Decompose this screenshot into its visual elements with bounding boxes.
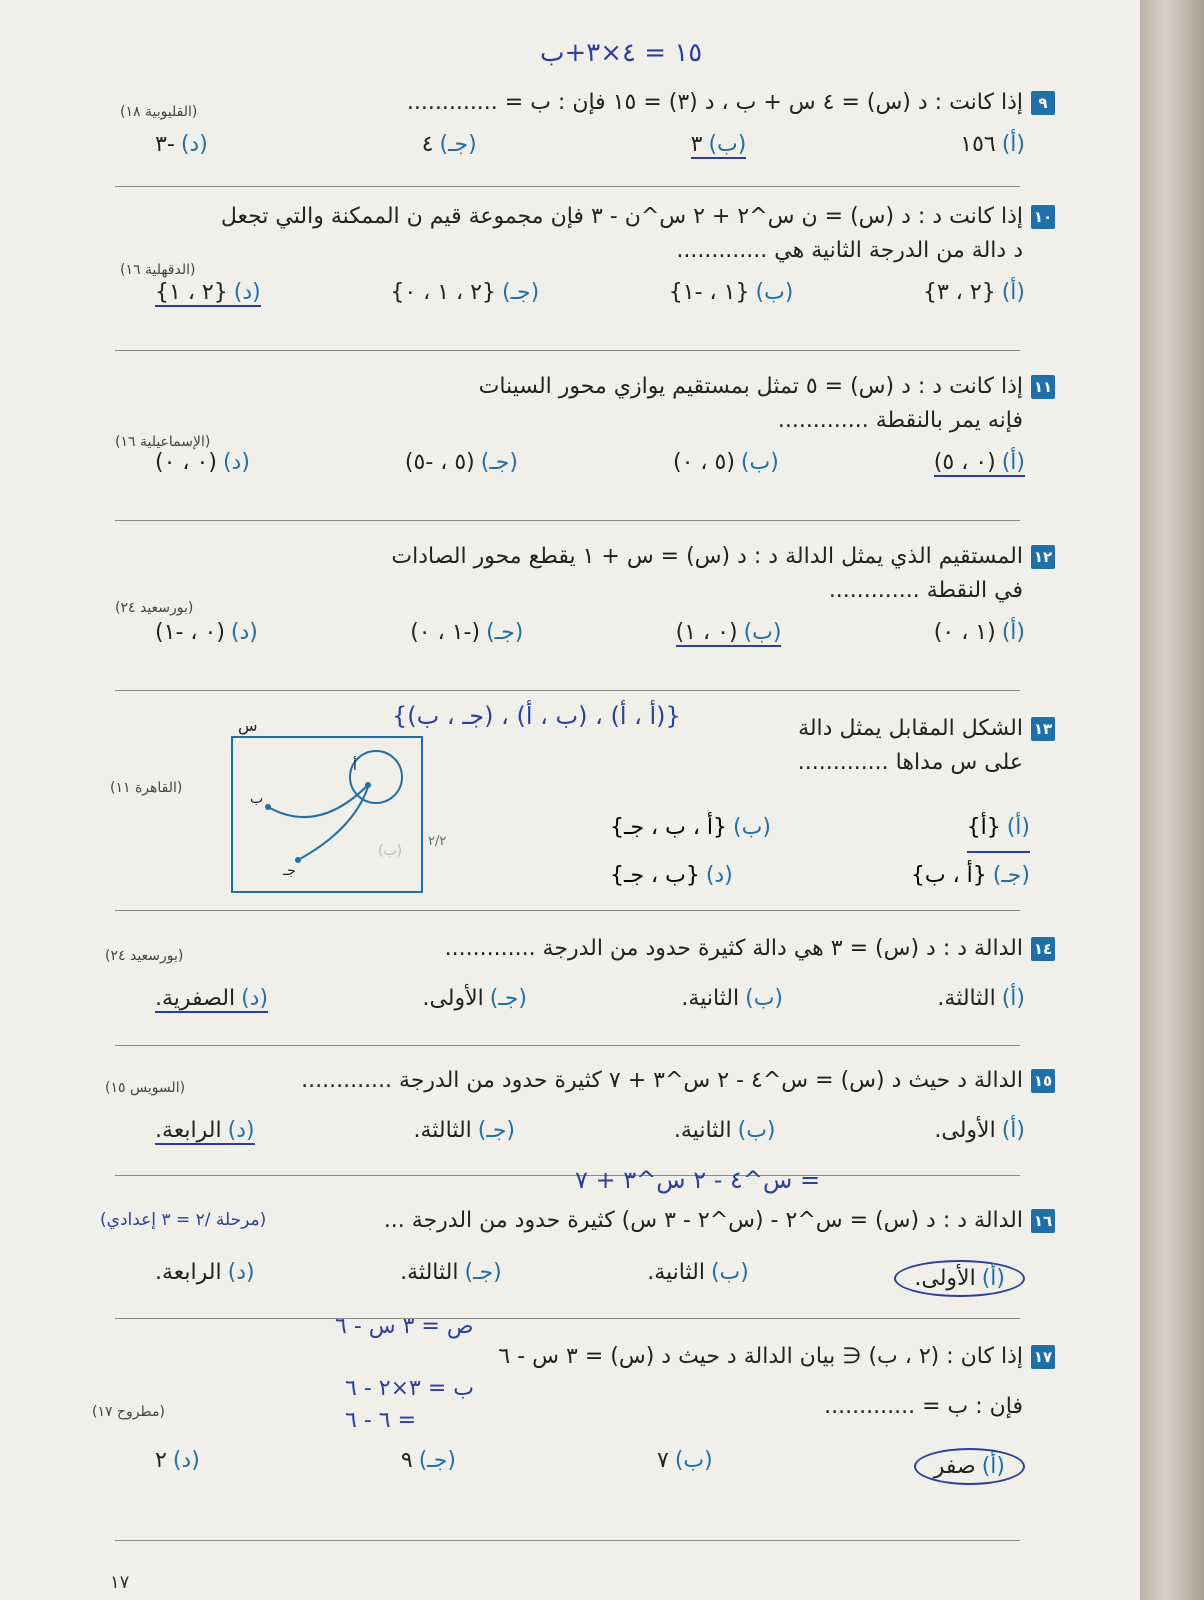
handwritten-note-q16: (مرحلة /٢ = ٣ إعدادي): [100, 1210, 267, 1230]
question-number: ١٢: [1031, 545, 1055, 569]
divider: [115, 1540, 1020, 1541]
question-text: إذا كانت د : د (س) = ٥ تمثل بمستقيم يوازي محور السينات: [478, 374, 1023, 399]
handwritten-work-q17-2: ب = ٣×٢ - ٦: [345, 1376, 474, 1401]
question-text: إذا كانت د : د (س) = ن س^٢ + ٢ س^ن - ٣ فإن مجموعة قيم ن الممكنة والتي تجعل: [220, 204, 1023, 229]
question-9: [95, 86, 1055, 159]
choice-b[interactable]: (ب){١ ، -١}: [668, 280, 794, 305]
source-label: (السويس ١٥): [105, 1080, 186, 1096]
figure-x-label: س: [238, 716, 258, 735]
question-number: ١١: [1031, 375, 1055, 399]
choice-b[interactable]: (ب)٧: [656, 1448, 713, 1473]
choice-c[interactable]: (جـ)الأولى.: [422, 986, 527, 1011]
choice-a[interactable]: (أ)(١ ، ٠): [933, 620, 1025, 645]
divider: [115, 910, 1020, 911]
choice-c[interactable]: (جـ)الثالثة.: [413, 1118, 515, 1143]
question-text: الدالة د حيث د (س) = س^٤ - ٢ س^٣ + ٧ كثيرة حدود من الدرجة .............: [301, 1068, 1023, 1093]
divider: [115, 520, 1020, 521]
choice-d[interactable]: (د){ب ، جـ}: [610, 863, 733, 888]
choice-b[interactable]: (ب){أ ، ب ، جـ}: [610, 815, 771, 840]
function-figure: [228, 715, 468, 895]
question-text: الدالة د : د (س) = س^٢ - (س^٢ - ٣ س) كثيرة حدود من الدرجة ...: [383, 1208, 1023, 1233]
choice-c[interactable]: (جـ)(٥ ، -٥): [404, 450, 518, 475]
divider: [115, 1175, 1020, 1176]
question-text: المستقيم الذي يمثل الدالة د : د (س) = س + ١ يقطع محور الصادات: [391, 544, 1023, 569]
choice-a[interactable]: (أ)الأولى.: [934, 1118, 1025, 1143]
choice-b[interactable]: (ب)(٥ ، ٠): [672, 450, 779, 475]
page-number: ١٧: [110, 1572, 130, 1593]
choice-a[interactable]: (أ)(٠ ، ٥): [933, 450, 1025, 475]
question-number: ١٧: [1031, 1345, 1055, 1369]
divider: [115, 1318, 1020, 1319]
handwritten-work-q17-1: ص = ٣ س - ٦: [335, 1314, 474, 1339]
source-label: (القليوبية ١٨): [120, 104, 198, 120]
choice-d[interactable]: (د)(٠ ، -١): [155, 620, 258, 645]
handwritten-work-q15: = س^٤ - ٢ س^٣ + ٧: [575, 1166, 821, 1194]
figure-fraction: ٢/٢: [428, 834, 447, 849]
choice-a[interactable]: (أ)الثالثة.: [937, 986, 1025, 1011]
choice-a[interactable]: (أ)صفر: [914, 1448, 1025, 1485]
question-number: ١٤: [1031, 937, 1055, 961]
choices: [590, 805, 1050, 899]
choices: [95, 1260, 1055, 1297]
choice-a[interactable]: (أ){٢ ، ٣}: [922, 280, 1025, 305]
figure-label-a: أ: [353, 758, 357, 774]
question-text-line2: فإنه يمر بالنقطة .............: [777, 408, 1023, 433]
choices: [95, 620, 1055, 647]
choice-b[interactable]: (ب)٣: [690, 132, 747, 157]
choice-a[interactable]: (أ)١٥٦: [960, 132, 1025, 157]
question-17: [95, 1340, 1055, 1485]
choice-c[interactable]: (جـ)٤: [421, 132, 477, 157]
choices: [95, 280, 1055, 307]
source-label: (بورسعيد ٢٤): [105, 948, 184, 964]
choice-c[interactable]: (جـ){٢ ، ١ ، ٠}: [390, 280, 540, 305]
choice-a[interactable]: (أ)الأولى.: [894, 1260, 1025, 1297]
question-text-line2: د دالة من الدرجة الثانية هي .............: [676, 238, 1023, 263]
choice-d[interactable]: (د)٢: [155, 1448, 200, 1473]
choices: [95, 132, 1055, 159]
choices: [95, 450, 1055, 477]
question-number: ١٣: [1031, 717, 1055, 741]
question-number: ٩: [1031, 91, 1055, 115]
choice-b[interactable]: (ب)الثانية.: [673, 1118, 776, 1143]
choice-b[interactable]: (ب)الثانية.: [681, 986, 784, 1011]
source-label: (القاهرة ١١): [110, 780, 183, 796]
choice-d[interactable]: (د)-٣: [155, 132, 208, 157]
question-15: [95, 1064, 1055, 1145]
question-text: الشكل المقابل يمثل دالة: [798, 716, 1023, 741]
question-text: إذا كانت : د (س) = ٤ س + ب ، د (٣) = ١٥ فإن : ب = .............: [406, 90, 1023, 115]
divider: [115, 690, 1020, 691]
choices: [95, 1118, 1055, 1145]
handwritten-range: {(أ ، أ) ، (ب ، أ) ، (جـ ، ب)}: [392, 702, 681, 730]
choice-d[interactable]: (د)الرابعة.: [155, 1260, 255, 1285]
question-11: [95, 370, 1055, 477]
question-14: [95, 932, 1055, 1013]
choices: [95, 986, 1055, 1013]
question-12: [95, 540, 1055, 647]
question-text: الدالة د : د (س) = ٣ هي دالة كثيرة حدود من الدرجة .............: [444, 936, 1023, 961]
choice-d[interactable]: (د){٢ ، ١}: [155, 280, 261, 305]
divider: [115, 186, 1020, 187]
choice-c[interactable]: (جـ)٩: [400, 1448, 456, 1473]
choice-c[interactable]: (جـ){أ ، ب}: [910, 863, 1030, 888]
divider: [115, 1045, 1020, 1046]
question-text-line2: على س مداها .............: [797, 750, 1023, 775]
figure-label-b: ب: [250, 791, 264, 807]
choice-d[interactable]: (د)(٠ ، ٠): [155, 450, 250, 475]
handwritten-work-top: ١٥ = ٤×٣+ب: [540, 38, 703, 68]
source-label: (مطروح ١٧): [92, 1404, 165, 1420]
source-label: (الدقهلية ١٦): [120, 262, 196, 278]
question-text-line2: فإن : ب = .............: [824, 1394, 1023, 1419]
choice-b[interactable]: (ب)(٠ ، ١): [675, 620, 782, 645]
choice-c[interactable]: (جـ)الثالثة.: [400, 1260, 502, 1285]
choices: [95, 1448, 1055, 1485]
question-text: إذا كان : (٢ ، ب) ∈ بيان الدالة د حيث د (س) = ٣ س - ٦: [498, 1344, 1023, 1369]
divider: [115, 350, 1020, 351]
choice-c[interactable]: (جـ)(-١ ، ٠): [410, 620, 524, 645]
choice-d[interactable]: (د)الصفرية.: [155, 986, 269, 1011]
arrow-diagram: [228, 715, 468, 895]
source-label: (بورسعيد ٢٤): [115, 600, 194, 616]
question-number: ١٦: [1031, 1209, 1055, 1233]
source-label: (الإسماعيلية ١٦): [115, 434, 211, 450]
question-number: ١٠: [1031, 205, 1055, 229]
question-number: ١٥: [1031, 1069, 1055, 1093]
choice-d[interactable]: (د)الرابعة.: [155, 1118, 255, 1143]
book-edge: [1140, 0, 1204, 1600]
figure-watermark: (ب): [378, 843, 403, 859]
choice-a[interactable]: (أ){أ}: [967, 805, 1030, 853]
choice-b[interactable]: (ب)الثانية.: [647, 1260, 749, 1285]
question-10: [95, 200, 1055, 307]
question-text-line2: في النقطة .............: [828, 578, 1023, 603]
handwritten-work-q17-3: = ٦ - ٦: [345, 1408, 417, 1433]
figure-label-c: جـ: [283, 863, 296, 879]
